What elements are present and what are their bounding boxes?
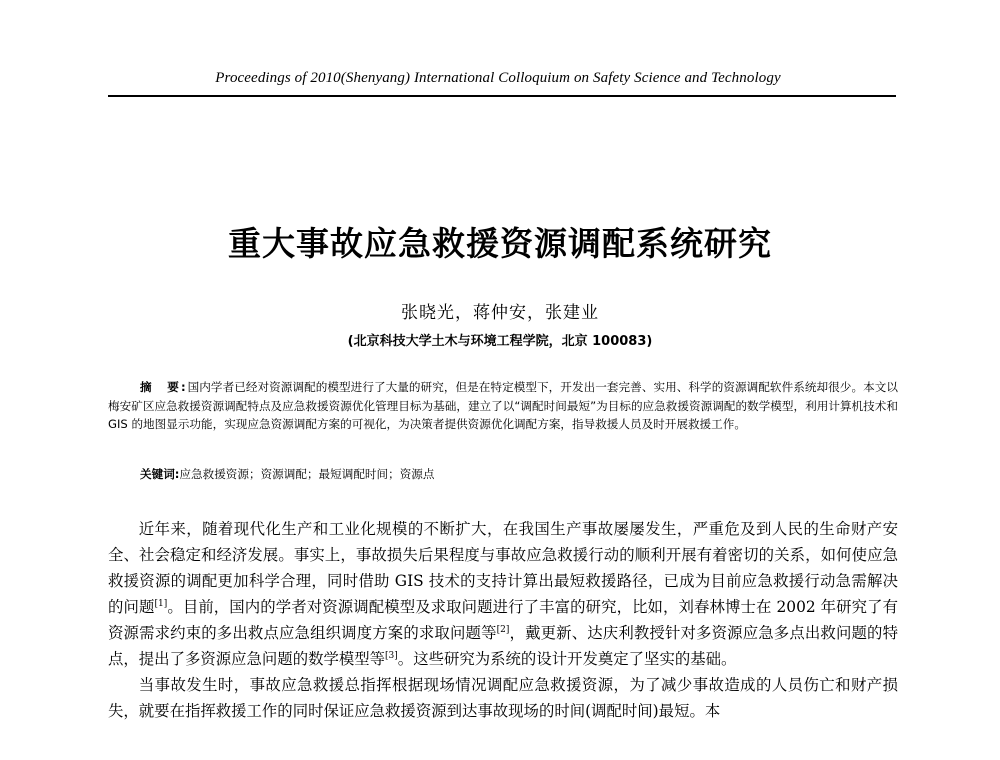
paper-affiliation: (北京科技大学土木与环境工程学院，北京 100083) xyxy=(347,334,653,349)
body-paragraph-2: 当事故发生时，事故应急救援总指挥根据现场情况调配应急救援资源，为了减少事故造成的人员伤亡和财产损失，就要在指挥救援工作的同时保证应急救援资源到达事故现场的时间(调配时间)最短。本 xyxy=(108,676,898,720)
abstract xyxy=(108,378,898,434)
body-paragraph-1 xyxy=(108,516,898,672)
header-rule xyxy=(108,95,896,97)
p1-part-d: 。这些研究为系统的设计开发奠定了坚实的基础。 xyxy=(397,650,737,668)
abstract-label: 摘 要: xyxy=(140,380,188,394)
p1-part-a: 近年来，随着现代化生产和工业化规模的不断扩大，在我国生产事故屡屡发生，严重危及到人民的生命财产安全、社会稳定和经济发展。事实上，事故损失后果程度与事故应急救援行动的顺利开展有着密切的关系，如何使应急救援资源的调配更加科学合理，同时借助 GIS 技术的支持计算出最短救援路径，已成为目前应急救援行动急需解决的问题 xyxy=(108,520,898,616)
paper-authors: 张晓光，蒋仲安，张建业 xyxy=(401,303,599,323)
citation-1: [1] xyxy=(154,598,168,609)
running-header: Proceedings of 2010(Shenyang) International Colloquium on Safety Science and Technology xyxy=(215,70,781,86)
keywords-label: 关键词: xyxy=(140,467,180,481)
citation-3: [3] xyxy=(385,650,398,661)
p1-part-c: ，戴更新、达庆利教授针对多资源应急多点出救问题的特点，提出了多资源应急问题的数学模型等 xyxy=(108,624,898,668)
keywords xyxy=(140,466,900,482)
body-text xyxy=(108,516,898,724)
abstract-text: 国内学者已经对资源调配的模型进行了大量的研究，但是在特定模型下，开发出一套完善、实用、科学的资源调配软件系统却很少。本文以梅安矿区应急救援资源调配特点及应急救援资源优化管理目标为基础，建立了以“调配时间最短”为目标的应急救援资源调配的数学模型，利用计算机技术和 GIS 的地图显示功能，实现应急资源调配方案的可视化，为决策者提供资源优化调配方案，指导救援人员及时开展救援工作。 xyxy=(108,380,898,431)
keywords-text: 应急救援资源；资源调配；最短调配时间；资源点 xyxy=(179,467,435,481)
p1-part-b: 。目前，国内的学者对资源调配模型及求取问题进行了丰富的研究，比如，刘春林博士在 2002 年研究了有资源需求约束的多出救点应急组织调度方案的求取问题等 xyxy=(108,598,898,642)
citation-2: [2] xyxy=(496,624,510,635)
paper-title: 重大事故应急救援资源调配系统研究 xyxy=(228,224,772,263)
